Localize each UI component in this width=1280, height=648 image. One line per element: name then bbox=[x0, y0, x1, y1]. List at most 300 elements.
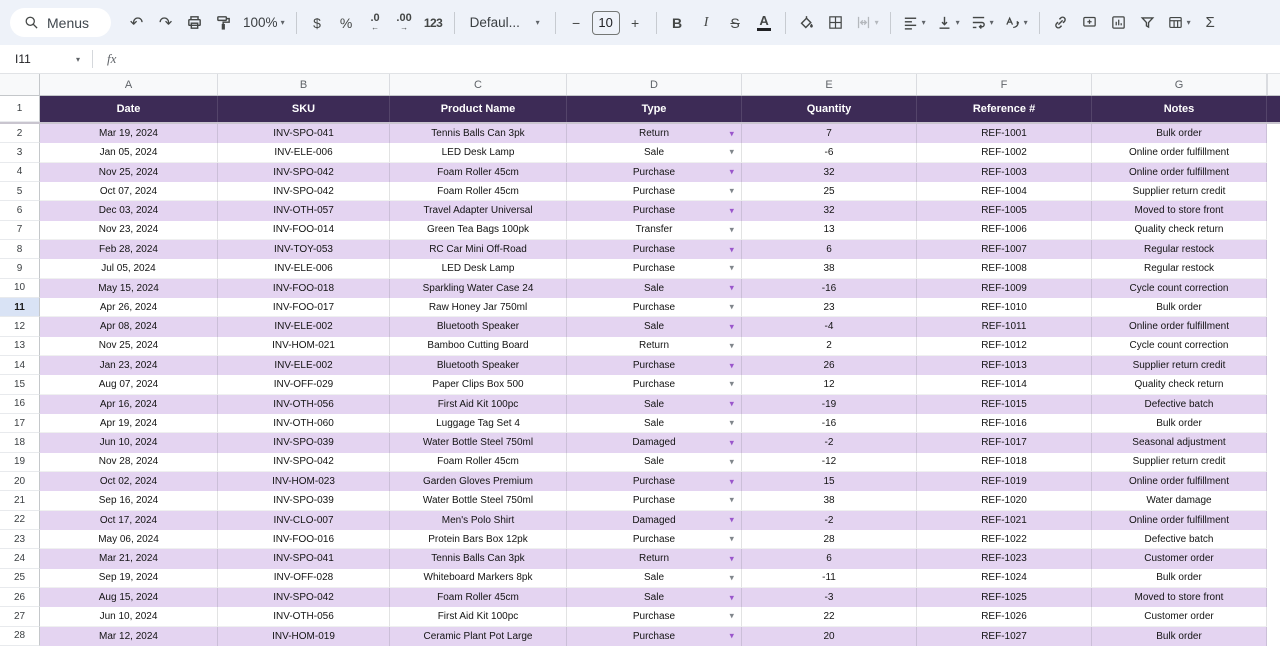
cell-qty[interactable]: 6 bbox=[742, 549, 917, 568]
type-dropdown-icon[interactable]: ▾ bbox=[729, 282, 734, 293]
cell-type[interactable]: Purchase ▾ bbox=[567, 259, 742, 278]
cell-sku[interactable]: INV-FOO-018 bbox=[218, 279, 390, 298]
cell-product[interactable]: LED Desk Lamp bbox=[390, 143, 567, 162]
column-header-f[interactable]: F bbox=[917, 74, 1092, 95]
cell-ref[interactable]: REF-1025 bbox=[917, 588, 1092, 607]
cell-sku[interactable]: INV-ELE-002 bbox=[218, 356, 390, 375]
italic-button[interactable]: I bbox=[703, 14, 709, 30]
create-filter-button[interactable] bbox=[1134, 9, 1161, 37]
row-header-6[interactable]: 6 bbox=[0, 201, 40, 220]
cell-ref[interactable]: REF-1021 bbox=[917, 511, 1092, 530]
cell-qty[interactable]: 20 bbox=[742, 627, 917, 646]
cell-sku[interactable]: INV-SPO-042 bbox=[218, 163, 390, 182]
cell-qty[interactable]: 32 bbox=[742, 163, 917, 182]
row-header-3[interactable]: 3 bbox=[0, 143, 40, 162]
cell-notes[interactable]: Customer order bbox=[1092, 607, 1267, 626]
type-dropdown-icon[interactable]: ▾ bbox=[729, 205, 734, 216]
select-all-corner[interactable] bbox=[0, 74, 40, 95]
cell-type[interactable]: Purchase ▾ bbox=[567, 240, 742, 259]
cell-product[interactable]: Raw Honey Jar 750ml bbox=[390, 298, 567, 317]
cell-product[interactable]: Tennis Balls Can 3pk bbox=[390, 549, 567, 568]
horizontal-align-button[interactable] bbox=[898, 9, 930, 37]
cell-ref[interactable]: REF-1007 bbox=[917, 240, 1092, 259]
font-size-input[interactable]: 10 bbox=[592, 11, 620, 35]
cell-notes[interactable]: Quality check return bbox=[1092, 375, 1267, 394]
row-header-17[interactable]: 17 bbox=[0, 414, 40, 433]
row-header-18[interactable]: 18 bbox=[0, 433, 40, 452]
cell-product[interactable]: Travel Adapter Universal bbox=[390, 201, 567, 220]
type-dropdown-icon[interactable]: ▾ bbox=[729, 553, 734, 564]
cell-product[interactable]: Bamboo Cutting Board bbox=[390, 337, 567, 356]
type-dropdown-icon[interactable]: ▾ bbox=[729, 301, 734, 312]
type-dropdown-icon[interactable]: ▾ bbox=[729, 224, 734, 235]
cell-ref[interactable]: REF-1010 bbox=[917, 298, 1092, 317]
cell-type[interactable]: Purchase ▾ bbox=[567, 163, 742, 182]
cell-ref[interactable]: REF-1027 bbox=[917, 627, 1092, 646]
print-button[interactable] bbox=[181, 9, 208, 37]
cell-qty[interactable]: -4 bbox=[742, 317, 917, 336]
cell-notes[interactable]: Online order fulfillment bbox=[1092, 163, 1267, 182]
type-dropdown-icon[interactable]: ▾ bbox=[729, 572, 734, 583]
cell-ref[interactable]: REF-1014 bbox=[917, 375, 1092, 394]
strikethrough-button[interactable]: S bbox=[730, 14, 740, 31]
cell-sku[interactable]: INV-SPO-042 bbox=[218, 588, 390, 607]
cell-qty[interactable]: -2 bbox=[742, 433, 917, 452]
fill-color-button[interactable] bbox=[793, 9, 820, 37]
row-header-8[interactable]: 8 bbox=[0, 240, 40, 259]
cell-sku[interactable]: INV-ELE-006 bbox=[218, 259, 390, 278]
cell-notes[interactable]: Defective batch bbox=[1092, 530, 1267, 549]
cell-type[interactable]: Purchase ▾ bbox=[567, 627, 742, 646]
currency-format-button[interactable]: $ bbox=[313, 14, 321, 31]
cell-date[interactable]: Feb 28, 2024 bbox=[40, 240, 218, 259]
cell-qty[interactable]: 32 bbox=[742, 201, 917, 220]
cell-notes[interactable]: Bulk order bbox=[1092, 124, 1267, 143]
cell-sku[interactable]: INV-OFF-028 bbox=[218, 569, 390, 588]
cell-qty[interactable]: -19 bbox=[742, 395, 917, 414]
cell-sku[interactable]: INV-SPO-041 bbox=[218, 549, 390, 568]
undo-button[interactable]: ↶ bbox=[129, 14, 144, 32]
cell-type[interactable]: Purchase ▾ bbox=[567, 530, 742, 549]
cell-product[interactable]: Bluetooth Speaker bbox=[390, 356, 567, 375]
cell-type[interactable]: Return ▾ bbox=[567, 124, 742, 143]
cell-sku[interactable]: INV-OFF-029 bbox=[218, 375, 390, 394]
cell-type[interactable]: Sale ▾ bbox=[567, 317, 742, 336]
row-header-26[interactable]: 26 bbox=[0, 588, 40, 607]
cell-type[interactable]: Return ▾ bbox=[567, 337, 742, 356]
row-header-1[interactable]: 1 bbox=[0, 96, 40, 122]
cell-notes[interactable]: Seasonal adjustment bbox=[1092, 433, 1267, 452]
cell-date[interactable]: Apr 08, 2024 bbox=[40, 317, 218, 336]
cell-date[interactable]: Nov 25, 2024 bbox=[40, 163, 218, 182]
row-header-14[interactable]: 14 bbox=[0, 356, 40, 375]
cell-date[interactable]: Nov 25, 2024 bbox=[40, 337, 218, 356]
cell-sku[interactable]: INV-FOO-016 bbox=[218, 530, 390, 549]
cell-sku[interactable]: INV-OTH-056 bbox=[218, 607, 390, 626]
cell-sku[interactable]: INV-HOM-023 bbox=[218, 472, 390, 491]
cell-product[interactable]: Tennis Balls Can 3pk bbox=[390, 124, 567, 143]
cell-notes[interactable]: Regular restock bbox=[1092, 259, 1267, 278]
cell-qty[interactable]: 38 bbox=[742, 259, 917, 278]
column-header-b[interactable]: B bbox=[218, 74, 390, 95]
row-header-16[interactable]: 16 bbox=[0, 395, 40, 414]
cell-ref[interactable]: REF-1004 bbox=[917, 182, 1092, 201]
type-dropdown-icon[interactable]: ▾ bbox=[729, 494, 734, 505]
cell-type[interactable]: Purchase ▾ bbox=[567, 472, 742, 491]
cell-product[interactable]: Foam Roller 45cm bbox=[390, 453, 567, 472]
row-header-4[interactable]: 4 bbox=[0, 163, 40, 182]
type-dropdown-icon[interactable]: ▾ bbox=[729, 321, 734, 332]
cell-notes[interactable]: Online order fulfillment bbox=[1092, 472, 1267, 491]
cell-date[interactable]: Oct 07, 2024 bbox=[40, 182, 218, 201]
cell-date[interactable]: Apr 19, 2024 bbox=[40, 414, 218, 433]
cell-type[interactable]: Transfer ▾ bbox=[567, 221, 742, 240]
redo-button[interactable]: ↷ bbox=[158, 14, 173, 32]
cell-sku[interactable]: INV-HOM-019 bbox=[218, 627, 390, 646]
cell-notes[interactable]: Bulk order bbox=[1092, 627, 1267, 646]
cell-notes[interactable]: Supplier return credit bbox=[1092, 182, 1267, 201]
chevron-down-icon: ▾ bbox=[1186, 18, 1191, 27]
cell-product[interactable]: Bluetooth Speaker bbox=[390, 317, 567, 336]
row-header-2[interactable]: 2 bbox=[0, 124, 40, 143]
cell-date[interactable]: Nov 23, 2024 bbox=[40, 221, 218, 240]
cell-product[interactable]: Garden Gloves Premium bbox=[390, 472, 567, 491]
row-header-12[interactable]: 12 bbox=[0, 317, 40, 336]
row-filler bbox=[1267, 163, 1280, 182]
chevron-down-icon: ▾ bbox=[75, 54, 80, 64]
column-headers bbox=[0, 74, 1280, 96]
type-dropdown-icon[interactable]: ▾ bbox=[729, 610, 734, 621]
type-dropdown-icon[interactable]: ▾ bbox=[729, 398, 734, 409]
cell-qty[interactable]: 26 bbox=[742, 356, 917, 375]
cell-type[interactable]: Sale ▾ bbox=[567, 395, 742, 414]
paint-format-button[interactable] bbox=[210, 9, 237, 37]
cell-product[interactable]: Whiteboard Markers 8pk bbox=[390, 569, 567, 588]
cell-date[interactable]: Sep 19, 2024 bbox=[40, 569, 218, 588]
type-dropdown-icon[interactable]: ▾ bbox=[729, 456, 734, 467]
cell-ref[interactable]: REF-1024 bbox=[917, 569, 1092, 588]
zoom-control[interactable] bbox=[239, 9, 289, 37]
number-format-button[interactable]: 123 bbox=[423, 15, 443, 30]
borders-button[interactable] bbox=[822, 9, 849, 37]
cell-type[interactable]: Purchase ▾ bbox=[567, 356, 742, 375]
cell-qty[interactable]: 28 bbox=[742, 530, 917, 549]
cell-sku[interactable]: INV-CLO-007 bbox=[218, 511, 390, 530]
cell-sku[interactable]: INV-SPO-042 bbox=[218, 182, 390, 201]
increase-decimal-button[interactable] bbox=[391, 9, 418, 37]
type-dropdown-icon[interactable]: ▾ bbox=[729, 417, 734, 428]
cell-notes[interactable]: Bulk order bbox=[1092, 414, 1267, 433]
cell-ref[interactable]: REF-1022 bbox=[917, 530, 1092, 549]
column-header-e[interactable]: E bbox=[742, 74, 917, 95]
insert-link-button[interactable] bbox=[1047, 9, 1074, 37]
cell-ref[interactable]: REF-1001 bbox=[917, 124, 1092, 143]
type-dropdown-icon[interactable]: ▾ bbox=[729, 244, 734, 255]
cell-qty[interactable]: 12 bbox=[742, 375, 917, 394]
row-header-13[interactable]: 13 bbox=[0, 337, 40, 356]
cell-product[interactable]: LED Desk Lamp bbox=[390, 259, 567, 278]
cell-product[interactable]: Foam Roller 45cm bbox=[390, 182, 567, 201]
cell-notes[interactable]: Supplier return credit bbox=[1092, 356, 1267, 375]
header-cell-product-name[interactable]: Product Name bbox=[390, 96, 567, 122]
type-dropdown-icon[interactable]: ▾ bbox=[729, 630, 734, 641]
cell-product[interactable]: Foam Roller 45cm bbox=[390, 163, 567, 182]
cell-ref[interactable]: REF-1008 bbox=[917, 259, 1092, 278]
cell-type[interactable]: Purchase ▾ bbox=[567, 298, 742, 317]
text-color-button[interactable] bbox=[751, 9, 778, 37]
header-cell-quantity[interactable]: Quantity bbox=[742, 96, 917, 122]
cell-ref[interactable]: REF-1018 bbox=[917, 453, 1092, 472]
cell-qty[interactable]: 15 bbox=[742, 472, 917, 491]
cell-notes[interactable]: Defective batch bbox=[1092, 395, 1267, 414]
cell-qty[interactable]: 2 bbox=[742, 337, 917, 356]
cell-sku[interactable]: INV-SPO-039 bbox=[218, 491, 390, 510]
cell-product[interactable]: Water Bottle Steel 750ml bbox=[390, 433, 567, 452]
percent-format-button[interactable]: % bbox=[339, 14, 353, 31]
cell-ref[interactable]: REF-1026 bbox=[917, 607, 1092, 626]
type-dropdown-icon[interactable]: ▾ bbox=[729, 514, 734, 525]
column-header-a[interactable]: A bbox=[40, 74, 218, 95]
cell-date[interactable]: Oct 02, 2024 bbox=[40, 472, 218, 491]
row-header-9[interactable]: 9 bbox=[0, 259, 40, 278]
cell-date[interactable]: Aug 15, 2024 bbox=[40, 588, 218, 607]
header-cell-sku[interactable]: SKU bbox=[218, 96, 390, 122]
cell-qty[interactable]: 22 bbox=[742, 607, 917, 626]
type-dropdown-icon[interactable]: ▾ bbox=[729, 340, 734, 351]
cell-qty[interactable]: 38 bbox=[742, 491, 917, 510]
cell-qty[interactable]: -16 bbox=[742, 279, 917, 298]
cell-product[interactable]: Protein Bars Box 12pk bbox=[390, 530, 567, 549]
type-dropdown-icon[interactable]: ▾ bbox=[729, 360, 734, 371]
table-row bbox=[0, 375, 1280, 394]
insert-chart-button[interactable] bbox=[1105, 9, 1132, 37]
header-cell-type[interactable]: Type bbox=[567, 96, 742, 122]
cell-product[interactable]: Paper Clips Box 500 bbox=[390, 375, 567, 394]
cell-sku[interactable]: INV-SPO-041 bbox=[218, 124, 390, 143]
row-header-25[interactable]: 25 bbox=[0, 569, 40, 588]
cell-ref[interactable]: REF-1011 bbox=[917, 317, 1092, 336]
row-header-19[interactable]: 19 bbox=[0, 453, 40, 472]
cell-product[interactable]: Water Bottle Steel 750ml bbox=[390, 491, 567, 510]
cell-notes[interactable]: Moved to store front bbox=[1092, 588, 1267, 607]
cell-sku[interactable]: INV-ELE-006 bbox=[218, 143, 390, 162]
cell-ref[interactable]: REF-1019 bbox=[917, 472, 1092, 491]
row-header-28[interactable]: 28 bbox=[0, 627, 40, 646]
cell-date[interactable]: Jan 05, 2024 bbox=[40, 143, 218, 162]
type-dropdown-icon[interactable]: ▾ bbox=[729, 262, 734, 273]
cell-ref[interactable]: REF-1017 bbox=[917, 433, 1092, 452]
cell-notes[interactable]: Supplier return credit bbox=[1092, 453, 1267, 472]
cell-type[interactable]: Purchase ▾ bbox=[567, 182, 742, 201]
merge-cells-button[interactable] bbox=[851, 9, 883, 37]
cell-type[interactable]: Return ▾ bbox=[567, 549, 742, 568]
cell-sku[interactable]: INV-SPO-039 bbox=[218, 433, 390, 452]
text-wrap-button[interactable] bbox=[966, 9, 998, 37]
cell-sku[interactable]: INV-OTH-060 bbox=[218, 414, 390, 433]
cell-ref[interactable]: REF-1002 bbox=[917, 143, 1092, 162]
font-family-selector[interactable] bbox=[462, 9, 548, 37]
cell-qty[interactable]: -11 bbox=[742, 569, 917, 588]
cell-date[interactable]: Apr 16, 2024 bbox=[40, 395, 218, 414]
cell-sku[interactable]: INV-HOM-021 bbox=[218, 337, 390, 356]
cell-ref[interactable]: REF-1006 bbox=[917, 221, 1092, 240]
type-dropdown-icon[interactable]: ▾ bbox=[729, 146, 734, 157]
decrease-decimal-button[interactable] bbox=[362, 9, 389, 37]
cell-product[interactable]: RC Car Mini Off-Road bbox=[390, 240, 567, 259]
cell-qty[interactable]: 25 bbox=[742, 182, 917, 201]
type-dropdown-icon[interactable]: ▾ bbox=[729, 128, 734, 139]
column-header-g[interactable]: G bbox=[1092, 74, 1267, 95]
cell-qty[interactable]: 13 bbox=[742, 221, 917, 240]
cell-product[interactable]: First Aid Kit 100pc bbox=[390, 607, 567, 626]
cell-product[interactable]: Ceramic Plant Pot Large bbox=[390, 627, 567, 646]
cell-sku[interactable]: INV-FOO-017 bbox=[218, 298, 390, 317]
cell-date[interactable]: Mar 12, 2024 bbox=[40, 627, 218, 646]
cell-notes[interactable]: Cycle count correction bbox=[1092, 279, 1267, 298]
type-dropdown-icon[interactable]: ▾ bbox=[729, 476, 734, 487]
insert-comment-button[interactable] bbox=[1076, 9, 1103, 37]
cell-ref[interactable]: REF-1005 bbox=[917, 201, 1092, 220]
type-dropdown-icon[interactable]: ▾ bbox=[729, 533, 734, 544]
row-header-15[interactable]: 15 bbox=[0, 375, 40, 394]
cell-qty[interactable]: -2 bbox=[742, 511, 917, 530]
row-header-11[interactable]: 11 bbox=[0, 298, 40, 317]
cell-notes[interactable]: Online order fulfillment bbox=[1092, 143, 1267, 162]
cell-qty[interactable]: 6 bbox=[742, 240, 917, 259]
row-header-24[interactable]: 24 bbox=[0, 549, 40, 568]
cell-date[interactable]: Mar 19, 2024 bbox=[40, 124, 218, 143]
cell-notes[interactable]: Bulk order bbox=[1092, 569, 1267, 588]
cell-ref[interactable]: REF-1016 bbox=[917, 414, 1092, 433]
row-header-27[interactable]: 27 bbox=[0, 607, 40, 626]
row-header-10[interactable]: 10 bbox=[0, 279, 40, 298]
header-cell-reference-[interactable]: Reference # bbox=[917, 96, 1092, 122]
cell-notes[interactable]: Moved to store front bbox=[1092, 201, 1267, 220]
toolbar bbox=[0, 0, 1280, 45]
cell-ref[interactable]: REF-1015 bbox=[917, 395, 1092, 414]
menus-button[interactable] bbox=[10, 8, 111, 37]
cell-date[interactable]: Jun 10, 2024 bbox=[40, 607, 218, 626]
type-dropdown-icon[interactable]: ▾ bbox=[729, 166, 734, 177]
name-box[interactable] bbox=[0, 52, 88, 66]
header-cell-notes[interactable]: Notes bbox=[1092, 96, 1267, 122]
cell-date[interactable]: Jan 23, 2024 bbox=[40, 356, 218, 375]
row-header-20[interactable]: 20 bbox=[0, 472, 40, 491]
row-header-21[interactable]: 21 bbox=[0, 491, 40, 510]
cell-qty[interactable]: 23 bbox=[742, 298, 917, 317]
row-header-5[interactable]: 5 bbox=[0, 182, 40, 201]
cell-notes[interactable]: Regular restock bbox=[1092, 240, 1267, 259]
row-header-23[interactable]: 23 bbox=[0, 530, 40, 549]
cell-sku[interactable]: INV-OTH-057 bbox=[218, 201, 390, 220]
cell-ref[interactable]: REF-1012 bbox=[917, 337, 1092, 356]
cell-ref[interactable]: REF-1003 bbox=[917, 163, 1092, 182]
cell-sku[interactable]: INV-FOO-014 bbox=[218, 221, 390, 240]
cell-sku[interactable]: INV-TOY-053 bbox=[218, 240, 390, 259]
decrease-font-size-button[interactable]: − bbox=[571, 14, 581, 31]
cell-notes[interactable]: Quality check return bbox=[1092, 221, 1267, 240]
cell-date[interactable]: Sep 16, 2024 bbox=[40, 491, 218, 510]
table-views-button[interactable] bbox=[1163, 9, 1195, 37]
type-dropdown-icon[interactable]: ▾ bbox=[729, 437, 734, 448]
cell-qty[interactable]: -3 bbox=[742, 588, 917, 607]
cell-type[interactable]: Sale ▾ bbox=[567, 143, 742, 162]
increase-font-size-button[interactable]: + bbox=[630, 14, 640, 31]
cell-notes[interactable]: Bulk order bbox=[1092, 298, 1267, 317]
cell-date[interactable]: Oct 17, 2024 bbox=[40, 511, 218, 530]
row-header-22[interactable]: 22 bbox=[0, 511, 40, 530]
cell-date[interactable]: Jun 10, 2024 bbox=[40, 433, 218, 452]
table-row bbox=[0, 182, 1280, 201]
cell-ref[interactable]: REF-1013 bbox=[917, 356, 1092, 375]
cell-notes[interactable]: Online order fulfillment bbox=[1092, 317, 1267, 336]
cell-sku[interactable]: INV-SPO-042 bbox=[218, 453, 390, 472]
cell-type[interactable]: Purchase ▾ bbox=[567, 201, 742, 220]
type-dropdown-icon[interactable]: ▾ bbox=[729, 185, 734, 196]
cell-type[interactable]: Purchase ▾ bbox=[567, 491, 742, 510]
bold-button[interactable]: B bbox=[672, 14, 683, 31]
cell-date[interactable]: Apr 26, 2024 bbox=[40, 298, 218, 317]
cell-ref[interactable]: REF-1023 bbox=[917, 549, 1092, 568]
cell-qty[interactable]: -6 bbox=[742, 143, 917, 162]
cell-date[interactable]: Mar 21, 2024 bbox=[40, 549, 218, 568]
cell-product[interactable]: First Aid Kit 100pc bbox=[390, 395, 567, 414]
cell-date[interactable]: May 06, 2024 bbox=[40, 530, 218, 549]
cell-ref[interactable]: REF-1020 bbox=[917, 491, 1092, 510]
cell-type[interactable]: Sale ▾ bbox=[567, 588, 742, 607]
type-dropdown-icon[interactable]: ▾ bbox=[729, 378, 734, 389]
cell-ref[interactable]: REF-1009 bbox=[917, 279, 1092, 298]
cell-notes[interactable]: Online order fulfillment bbox=[1092, 511, 1267, 530]
cell-notes[interactable]: Customer order bbox=[1092, 549, 1267, 568]
cell-sku[interactable]: INV-ELE-002 bbox=[218, 317, 390, 336]
type-dropdown-icon[interactable]: ▾ bbox=[729, 592, 734, 603]
cell-product[interactable]: Green Tea Bags 100pk bbox=[390, 221, 567, 240]
cell-type[interactable]: Sale ▾ bbox=[567, 279, 742, 298]
table-row bbox=[0, 414, 1280, 433]
cell-notes[interactable]: Water damage bbox=[1092, 491, 1267, 510]
cell-product[interactable]: Luggage Tag Set 4 bbox=[390, 414, 567, 433]
row-header-7[interactable]: 7 bbox=[0, 221, 40, 240]
cell-type[interactable]: Purchase ▾ bbox=[567, 607, 742, 626]
text-rotation-button[interactable] bbox=[1000, 9, 1032, 37]
cell-date[interactable]: Jul 05, 2024 bbox=[40, 259, 218, 278]
column-header-d[interactable]: D bbox=[567, 74, 742, 95]
cell-type[interactable]: Purchase ▾ bbox=[567, 375, 742, 394]
cell-date[interactable]: Aug 07, 2024 bbox=[40, 375, 218, 394]
header-cell-date[interactable]: Date bbox=[40, 96, 218, 122]
cell-product[interactable]: Sparkling Water Case 24 bbox=[390, 279, 567, 298]
cell-qty[interactable]: -12 bbox=[742, 453, 917, 472]
cell-notes[interactable]: Cycle count correction bbox=[1092, 337, 1267, 356]
cell-sku[interactable]: INV-OTH-056 bbox=[218, 395, 390, 414]
cell-date[interactable]: Nov 28, 2024 bbox=[40, 453, 218, 472]
cell-type[interactable]: Sale ▾ bbox=[567, 453, 742, 472]
cell-type[interactable]: Damaged ▾ bbox=[567, 511, 742, 530]
cell-type[interactable]: Sale ▾ bbox=[567, 414, 742, 433]
cell-qty[interactable]: -16 bbox=[742, 414, 917, 433]
cell-date[interactable]: May 15, 2024 bbox=[40, 279, 218, 298]
cell-product[interactable]: Foam Roller 45cm bbox=[390, 588, 567, 607]
cell-product[interactable]: Men's Polo Shirt bbox=[390, 511, 567, 530]
cell-type[interactable]: Sale ▾ bbox=[567, 569, 742, 588]
column-header-c[interactable]: C bbox=[390, 74, 567, 95]
cell-date[interactable]: Dec 03, 2024 bbox=[40, 201, 218, 220]
cell-type[interactable]: Damaged ▾ bbox=[567, 433, 742, 452]
vertical-align-button[interactable] bbox=[932, 9, 964, 37]
cell-qty[interactable]: 7 bbox=[742, 124, 917, 143]
functions-button[interactable]: Σ bbox=[1205, 14, 1215, 31]
